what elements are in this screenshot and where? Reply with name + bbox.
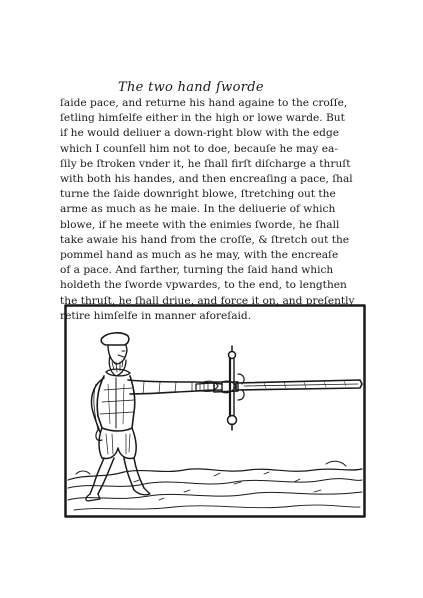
text-line: the thruſt, he ſhall driue, and force it on, and preſently	[60, 294, 355, 307]
ground	[68, 461, 362, 510]
text-line: ſaide pace, and returne his hand againe to the croſſe,	[60, 97, 348, 109]
illustration-frame	[66, 306, 365, 517]
text-line: holdeth the ſworde vpwardes, to the end, to lengthen	[60, 279, 347, 292]
text-line: which I counſell him not to doe, becauſe he may ea-	[60, 142, 338, 155]
text-line: ſetling himſelfe either in the high or lowe warde. But	[60, 112, 345, 125]
text-line: with both his handes, and then encreaſing a pace, ſhal	[60, 173, 353, 186]
body-text	[60, 96, 380, 324]
text-line: ſily be ſtroken vnder it, he ſhall firſt diſcharge a thruſt	[60, 157, 351, 170]
swordsman-figure	[86, 333, 236, 501]
text-line: arme as much as he maie. In the deliuerie of which	[60, 203, 336, 216]
running-head: The two hand ſworde	[118, 80, 264, 95]
two-hand-sword	[196, 346, 362, 430]
woodcut-illustration	[64, 304, 366, 518]
text-line: if he would deliuer a down-right blow with the edge	[60, 127, 339, 140]
text-line: pommel hand as much as he may, with the encreaſe	[60, 249, 339, 262]
swordsman-woodcut	[64, 304, 366, 518]
text-line: retire himſelfe in manner aforeſaid.	[60, 309, 252, 322]
text-line: blowe, if he meete with the enimies ſworde, he ſhall	[60, 218, 340, 231]
text-line: turne the ſaide downright blowe, ſtretching out the	[60, 188, 336, 201]
text-line: take awaie his hand from the croſſe, & ſtretch out the	[60, 233, 350, 246]
text-line: of a pace. And farther, turning the ſaid hand which	[60, 264, 334, 277]
